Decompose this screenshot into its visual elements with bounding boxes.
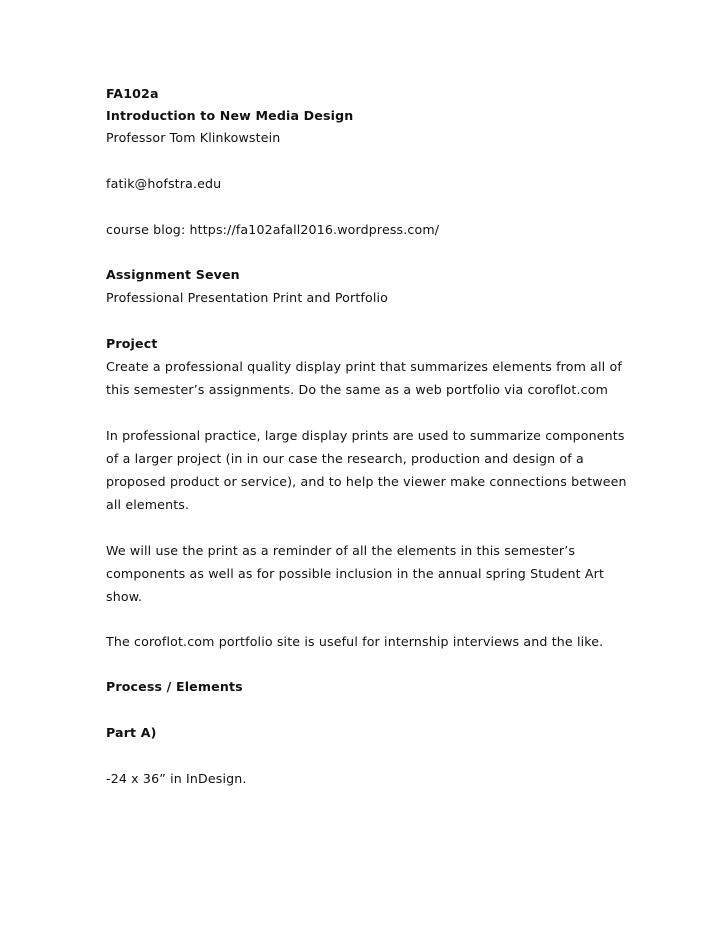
project-paragraph-2-line-1: In professional practice, large display prints are used to summarize components	[106, 428, 625, 443]
project-paragraph-3-line-1: We will use the print as a reminder of all the elements in this semester’s	[106, 543, 576, 558]
project-heading: Project	[106, 336, 158, 351]
course-blog: course blog: https://fa102afall2016.wordpress.com/	[106, 222, 440, 237]
project-paragraph-2-line-4: all elements.	[106, 497, 190, 512]
project-paragraph-3-line-2: components as well as for possible inclusion in the annual spring Student Art	[106, 566, 605, 581]
process-heading: Process / Elements	[106, 679, 243, 694]
email-address: fatik@hofstra.edu	[106, 176, 222, 191]
course-code: FA102a	[106, 86, 159, 101]
part-a-heading: Part A)	[106, 725, 157, 740]
project-paragraph-4: The coroflot.com portfolio site is useful for internship interviews and the like.	[106, 634, 604, 649]
project-paragraph-2-line-2: of a larger project (in in our case the research, production and design of a	[106, 451, 584, 466]
course-title: Introduction to New Media Design	[106, 108, 354, 123]
project-paragraph-3-line-3: show.	[106, 589, 143, 604]
project-paragraph-1-line-2: this semester’s assignments. Do the same as a web portfolio via coroflot.com	[106, 382, 608, 397]
project-paragraph-1-line-1: Create a professional quality display print that summarizes elements from all of	[106, 359, 622, 374]
project-paragraph-2-line-3: proposed product or service), and to help the viewer make connections between	[106, 474, 627, 489]
professor-name: Professor Tom Klinkowstein	[106, 130, 281, 145]
assignment-subtitle: Professional Presentation Print and Portfolio	[106, 290, 389, 305]
part-a-item: -24 x 36” in InDesign.	[106, 771, 247, 786]
assignment-title: Assignment Seven	[106, 267, 240, 282]
